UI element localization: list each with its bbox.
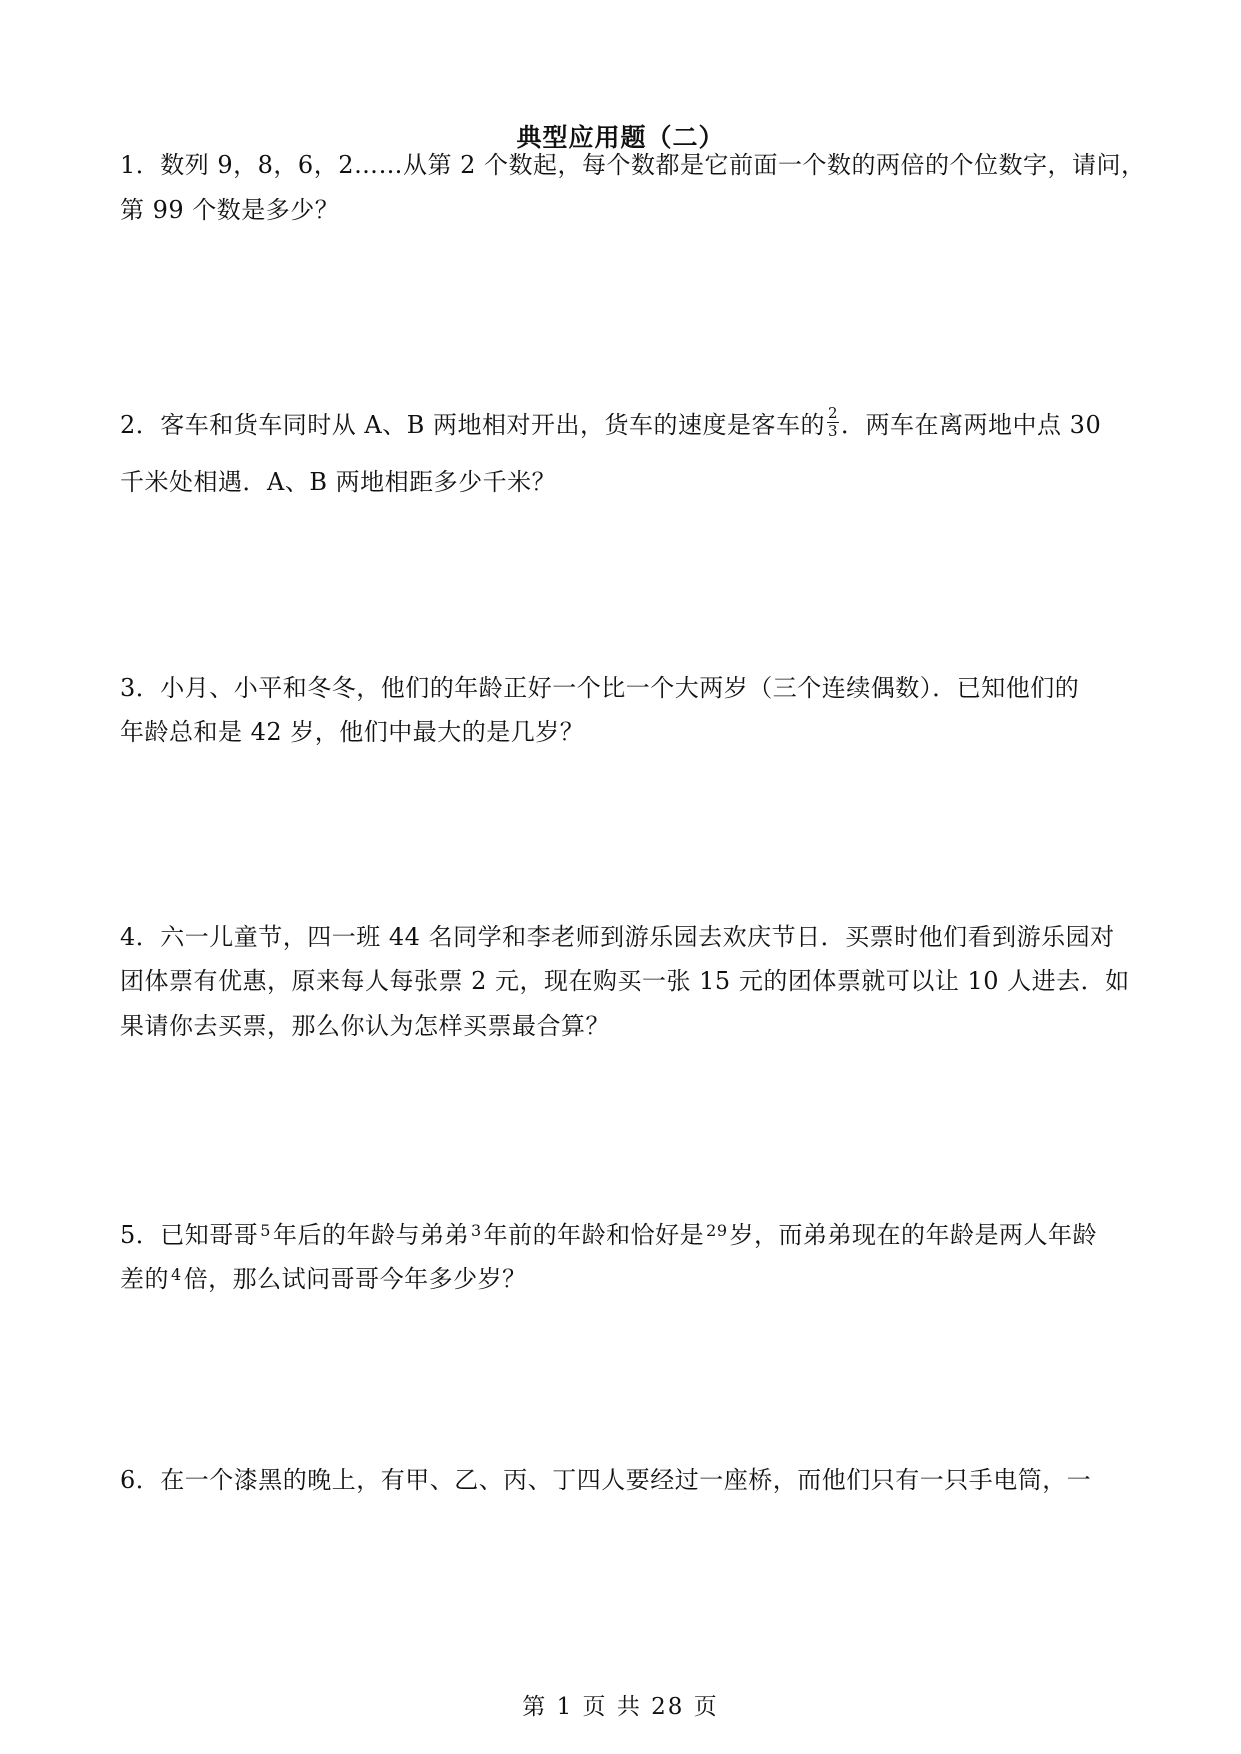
- question-2-line-1: [120, 404, 1130, 444]
- question-5-text-4: 岁，而弟弟现在的年龄是两人年龄: [729, 1221, 1098, 1249]
- question-2-text-b: ．两车在离两地中点 30: [841, 411, 1102, 439]
- question-6-line-1: 6．在一个漆黑的晚上，有甲、乙、丙、丁四人要经过一座桥，而他们只有一只手电筒，一: [120, 1466, 1092, 1494]
- fraction-numerator: 2: [828, 404, 839, 422]
- number-5: 5: [260, 1221, 271, 1240]
- question-5-line-2: [120, 1260, 1130, 1294]
- question-4-line-3: 果请你去买票，那么你认为怎样买票最合算？: [120, 1012, 610, 1040]
- number-4: 4: [171, 1265, 182, 1284]
- question-5-text-6: 倍，那么试问哥哥今年多少岁？: [183, 1265, 527, 1293]
- question-1-line-1: 1．数列 9，8，6，2……从第 2 个数起，每个数都是它前面一个数的两倍的个位数字，请问，: [120, 151, 1146, 179]
- question-2-text-a: 2．客车和货车同时从 A、B 两地相对开出，货车的速度是客车的: [120, 411, 825, 439]
- fraction-denominator: 3: [828, 422, 839, 440]
- question-5-text-3: 年前的年龄和恰好是: [483, 1221, 705, 1249]
- fraction-two-thirds: [827, 405, 839, 440]
- question-3-line-2: 年龄总和是 42 岁，他们中最大的是几岁？: [120, 718, 585, 746]
- question-5-text-5: 差的: [120, 1265, 169, 1293]
- number-3: 3: [470, 1221, 482, 1240]
- question-5-text-2: 年后的年龄与弟弟: [272, 1221, 469, 1249]
- question-5-text-1: 5．已知哥哥: [120, 1221, 259, 1249]
- question-5-line-1: [120, 1216, 1130, 1250]
- question-4-line-2: 团体票有优惠，原来每人每张票 2 元，现在购买一张 15 元的团体票就可以让 10 人进去．如: [120, 967, 1130, 995]
- question-1-line-2: 第 99 个数是多少？: [120, 196, 340, 224]
- page-footer: 第 1 页 共 28 页: [522, 1694, 719, 1720]
- question-3-line-1: 3．小月、小平和冬冬，他们的年龄正好一个比一个大两岁（三个连续偶数）．已知他们的: [120, 674, 1080, 702]
- page-title: 典型应用题（二）: [516, 123, 725, 152]
- question-4-line-1: 4．六一儿童节，四一班 44 名同学和李老师到游乐园去欢庆节日．买票时他们看到游乐园对: [120, 923, 1115, 951]
- number-29: 29: [706, 1221, 728, 1240]
- question-2-line-2: 千米处相遇．A、B 两地相距多少千米？: [120, 468, 557, 496]
